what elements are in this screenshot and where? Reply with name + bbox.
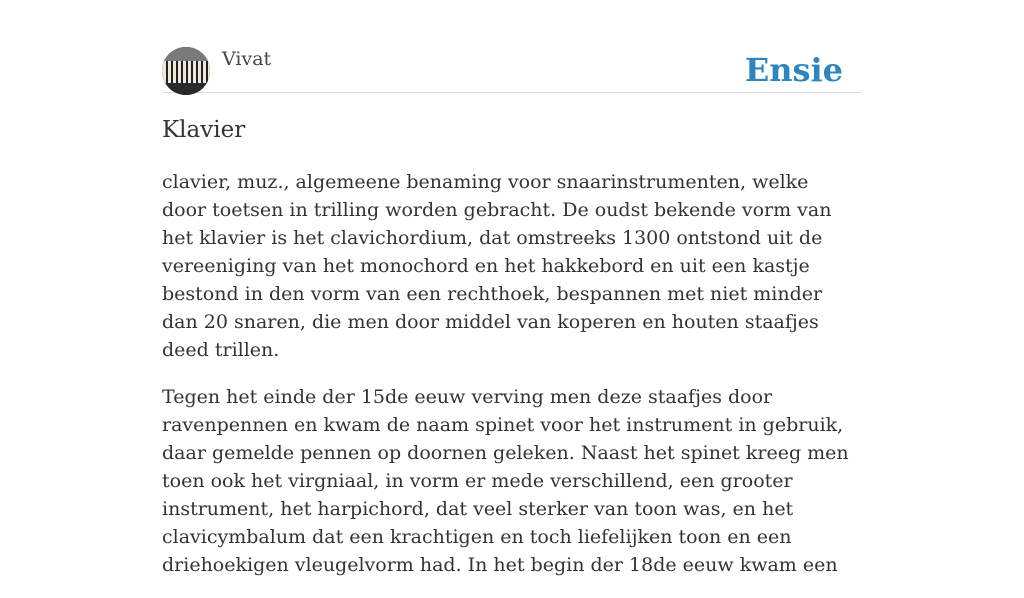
author-name[interactable]: Vivat bbox=[222, 48, 272, 70]
header bbox=[162, 46, 862, 93]
page-title: Klavier bbox=[162, 117, 246, 143]
avatar[interactable] bbox=[162, 47, 210, 95]
paragraph: Tegen het einde der 15de eeuw verving men deze staafjes door ravenpennen en kwam de naam spinet voor het instrument in gebruik, daar gemelde pennen op doornen geleken. Naast het spinet kreeg men toen ook het virgniaal, in vorm er mede verschillend, een grooter instrument, het harpichord, dat veel sterker van toon was, en het clavicymbalum dat een krachtigen en toch liefelijken toon en een driehoekigen vleugelvorm had. In het begin der 18de eeuw kwam een bbox=[162, 386, 849, 576]
brand-logo[interactable]: Ensie bbox=[744, 51, 843, 89]
piano-keys-image bbox=[162, 47, 210, 95]
paragraph: clavier, muz., algemeene benaming voor snaarinstrumenten, welke door toetsen in trilling worden gebracht. De oudst bekende vorm van het klavier is het clavichordium, dat omstreeks 1300 ontstond uit de vereeniging van het monochord en het hakkebord en uit een kastje bestond in den vorm van een rechthoek, bespannen met niet minder dan 20 snaren, die men door middel van koperen en houten staafjes deed trillen. bbox=[162, 171, 832, 361]
article-body bbox=[162, 168, 857, 598]
